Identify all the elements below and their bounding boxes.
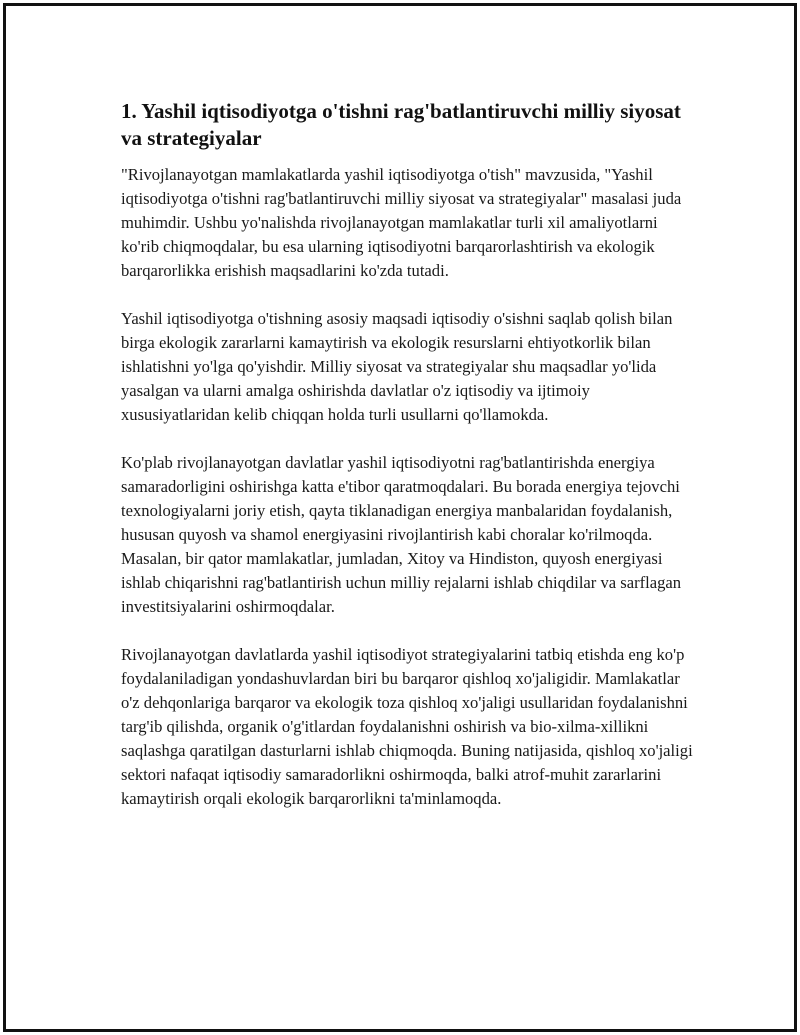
document-body [121, 98, 696, 835]
paragraph-1: "Rivojlanayotgan mamlakatlarda yashil iqtisodiyotga o'tish" mavzusida, "Yashil iqtisodiyotga o'tishni rag'batlantiruvchi milliy siyosat va strategiyalar" masalasi juda muhimdir. Ushbu yo'nalishda rivojlanayotgan mamlakatlar turli xil amaliyotlarni ko'rib chiqmoqdalar, bu esa ularning iqtisodiyotni barqarorlashtirish va ekologik barqarorlikka erishish maqsadlarini ko'zda tutadi. [121, 165, 682, 280]
paragraph-3: Ko'plab rivojlanayotgan davlatlar yashil iqtisodiyotni rag'batlantirishda energiya samaradorligini oshirishga katta e'tibor qaratmoqdalari. Bu borada energiya tejovchi texnologiyalarni joriy etish, qayta tiklanadigan energiya manbalaridan foydalanish, hususan quyosh va shamol energiyasini rivojlantirish kabi choralar ko'rilmoqda. Masalan, bir qator mamlakatlar, jumladan, Xitoy va Hindiston, quyosh energiyasi ishlab chiqarishni rag'batlantirish uchun milliy rejalarni ishlab chiqdilar va sarflagan investitsiyalarini oshirmoqdalar. [121, 453, 682, 616]
paragraph-4: Rivojlanayotgan davlatlarda yashil iqtisodiyot strategiyalarini tatbiq etishda eng ko'p foydalaniladigan yondashuvlardan biri bu barqaror qishloq xo'jaligidir. Mamlakatlar o'z dehqonlariga barqaror va ekologik toza qishloq xo'jaligi usullaridan foydalanishni targ'ib qilishda, organik o'g'itlardan foydalanishni oshirish va bio-xilma-xillikni saqlashga qaratilgan dasturlarni ishlab chiqmoqda. Buning natijasida, qishloq xo'jaligi sektori nafaqat iqtisodiy samaradorlikni oshirmoqda, balki atrof-muhit zararlarini kamaytirish orqali ekologik barqarorlikni ta'minlamoqda. [121, 645, 693, 808]
paragraph-2: Yashil iqtisodiyotga o'tishning asosiy maqsadi iqtisodiy o'sishni saqlab qolish bilan birga ekologik zararlarni kamaytirish va ekologik resurslarni ehtiyotkorlik bilan ishlatishni yo'lga qo'yishdir. Milliy siyosat va strategiyalar shu maqsadlar yo'lida yasalgan va ularni amalga oshirishda davlatlar o'z iqtisodiy va ijtimoiy xususiyatlaridan kelib chiqqan holda turli usullarni qo'llamokda. [121, 309, 673, 424]
page-frame [3, 3, 797, 1032]
section-heading: 1. Yashil iqtisodiyotga o'tishni rag'batlantiruvchi milliy siyosat va strategiyalar [121, 99, 681, 150]
